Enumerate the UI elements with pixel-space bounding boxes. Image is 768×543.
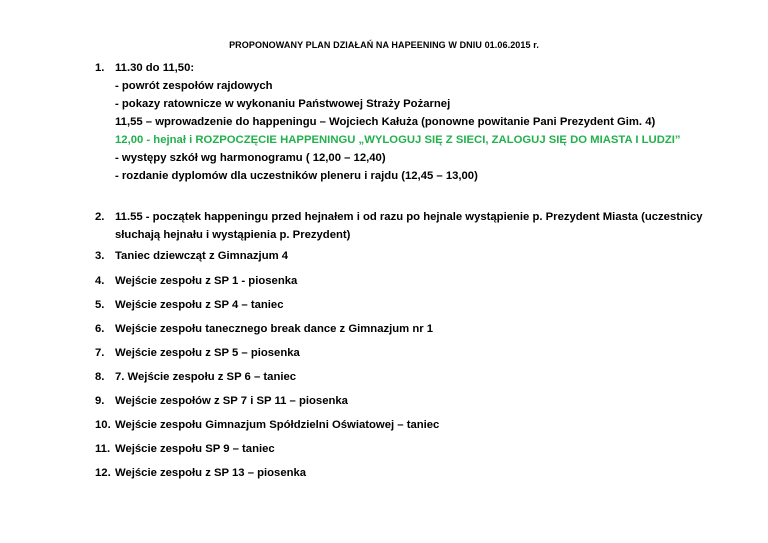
document-title: PROPONOWANY PLAN DZIAŁAŃ NA HAPEENING W DNIU 01.06.2015 r. <box>229 40 539 50</box>
list-item-8 <box>95 368 735 386</box>
list-item-number: 7. <box>95 347 105 359</box>
list-item-4 <box>95 272 735 290</box>
list-item-number: 11. <box>95 443 111 455</box>
list-item-number: 1. <box>95 62 105 74</box>
item-1-line-school-performances: - występy szkół wg harmonogramu ( 12,00 – 12,40) <box>115 152 386 164</box>
item-1-line-rally-return: - powrót zespołów rajdowych <box>115 80 273 92</box>
list-item-3 <box>95 247 735 265</box>
item-1-line-time: 11.30 do 11,50: <box>115 62 195 74</box>
list-item-11 <box>95 440 735 458</box>
item-1-line-fire-brigade: - pokazy ratownicze w wykonaniu Państwowej Straży Pożarnej <box>115 98 451 110</box>
list-item-text: Wejście zespołu Gimnazjum Spółdzielni Oświatowej – taniec <box>115 419 440 431</box>
list-item-text: Wejście zespołu z SP 4 – taniec <box>115 299 284 311</box>
list-item-number: 10. <box>95 419 111 431</box>
list-item-6 <box>95 320 735 338</box>
list-item-text: Wejście zespołów z SP 7 i SP 11 – piosenka <box>115 395 348 407</box>
list-item-text: Wejście zespołu z SP 1 - piosenka <box>115 275 298 287</box>
list-item-number: 9. <box>95 395 105 407</box>
item-1-line-diplomas: - rozdanie dyplomów dla uczestników pleneru i rajdu (12,45 – 13,00) <box>115 170 478 182</box>
list-item-text: Wejście zespołu SP 9 – taniec <box>115 443 275 455</box>
list-item-5 <box>95 296 735 314</box>
list-item-number: 8. <box>95 371 105 383</box>
list-item-12 <box>95 464 735 482</box>
list-item-2 <box>95 208 735 244</box>
list-item-number: 3. <box>95 250 105 262</box>
list-item-number: 2. <box>95 211 105 223</box>
list-item-1 <box>95 59 735 185</box>
list-item-7 <box>95 344 735 362</box>
list-item-text: Taniec dziewcząt z Gimnazjum 4 <box>115 250 289 262</box>
list-item-number: 6. <box>95 323 105 335</box>
list-item-text: 7. Wejście zespołu z SP 6 – taniec <box>115 371 297 383</box>
item-1-line-happening-start: 12,00 - hejnał i ROZPOCZĘCIE HAPPENINGU „WYLOGUJ SIĘ Z SIECI, ZALOGUJ SIĘ DO MIASTA I LUDZI” <box>115 134 681 146</box>
list-item-number: 5. <box>95 299 105 311</box>
item-2-line-1: 11.55 - początek happeningu przed hejnałem i od razu po hejnale wystąpienie p. Prezydent Miasta (uczestnicy <box>115 211 703 223</box>
list-item-number: 4. <box>95 275 105 287</box>
list-item-text: Wejście zespołu tanecznego break dance z Gimnazjum nr 1 <box>115 323 434 335</box>
list-item-text: Wejście zespołu z SP 13 – piosenka <box>115 467 307 479</box>
list-item-text: Wejście zespołu z SP 5 – piosenka <box>115 347 300 359</box>
list-item-number: 12. <box>95 467 111 479</box>
list-item-9 <box>95 392 735 410</box>
item-2-line-2: słuchają hejnału i wystąpienia p. Prezydent) <box>115 229 351 241</box>
list-item-10 <box>95 416 735 434</box>
item-1-line-introduction: 11,55 – wprowadzenie do happeningu – Wojciech Kałuża (ponowne powitanie Pani Prezydent Gim. 4) <box>115 116 656 128</box>
